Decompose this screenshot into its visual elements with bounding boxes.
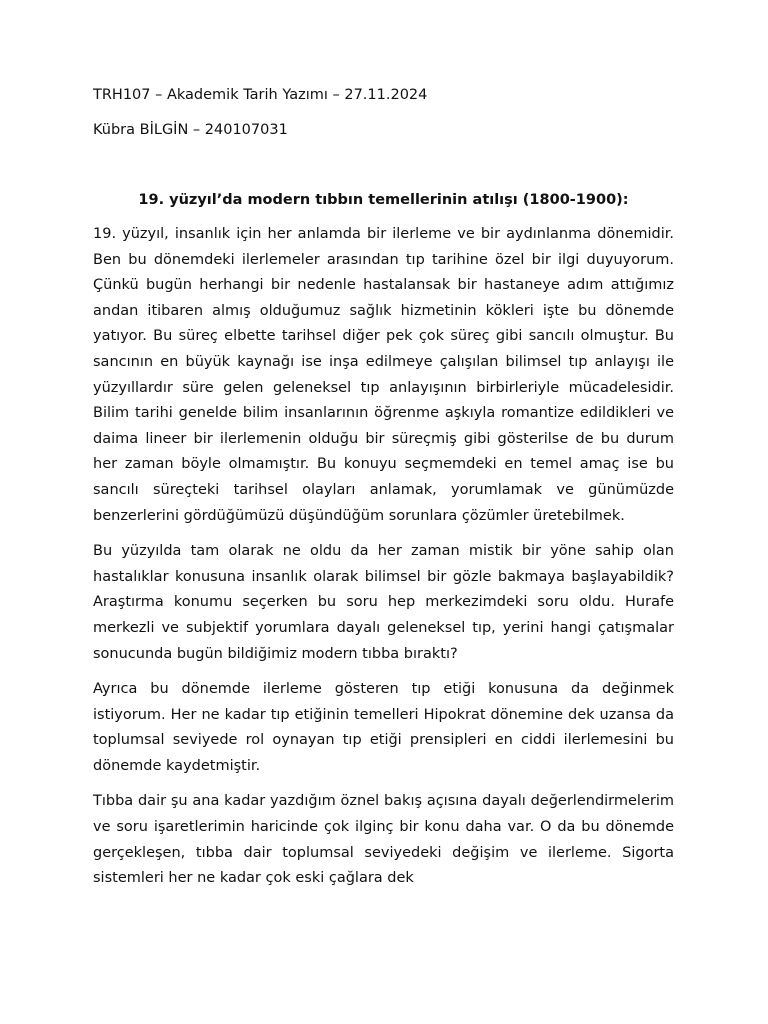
author-line: Kübra BİLGİN – 240107031	[93, 122, 288, 138]
paragraph-4: Tıbba dair şu ana kadar yazdığım öznel bakış açısına dayalı değerlendirmelerim ve soru işaretlerimin haricinde çok ilginç bir konu daha var. O da bu dönemde gerçekleşen, tıbba dair toplumsal seviyedeki değişim ve ilerleme. Sigorta sistemleri her ne kadar çok eski çağlara dek	[93, 793, 674, 887]
course-line: TRH107 – Akademik Tarih Yazımı – 27.11.2024	[93, 87, 428, 103]
paragraph-3: Ayrıca bu dönemde ilerleme gösteren tıp etiği konusuna da değinmek istiyorum. Her ne kadar tıp etiğinin temelleri Hipokrat dönemine dek uzansa da toplumsal seviyede rol oynayan tıp etiği prensipleri en ciddi ilerlemesini bu dönemde kaydetmiştir.	[93, 681, 674, 774]
paragraph-1: 19. yüzyıl, insanlık için her anlamda bir ilerleme ve bir aydınlanma dönemidir. Ben bu dönemdeki ilerlemeler arasından tıp tarihine özel bir ilgi duyuyorum. Çünkü bugün herhangi bir nedenle hastalansak bir hastaneye adım attığımız andan itibaren almış olduğumuz sağlık hizmetinin kökleri işte bu dönemde yatıyor. Bu süreç elbette tarihsel diğer pek çok süreç gibi sancılı olmuştur. Bu sancının en büyük kaynağı ise inşa edilmeye çalışılan bilimsel tıp anlayışı ile yüzyıllardır süre gelen geleneksel tıp anlayışının birbirleriyle mücadelesidir. Bilim tarihi genelde bilim insanlarının öğrenme aşkıyla romantize edildikleri ve daima lineer bir ilerlemenin olduğu bir süreçmiş gibi gösterilse de bu durum her zaman böyle olmamıştır. Bu konuyu seçmemdeki en temel amaç ise bu sancılı süreçteki tarihsel olayları anlamak, yorumlamak ve günümüzde benzerlerini gördüğümüzü düşündüğüm sorunlara çözümler üretebilmek.	[93, 226, 674, 524]
paragraph-2: Bu yüzyılda tam olarak ne oldu da her zaman mistik bir yöne sahip olan hastalıklar konusuna insanlık olarak bilimsel bir gözle bakmaya başlayabildik? Araştırma konumu seçerken bu soru hep merkezimdeki soru oldu. Hurafe merkezli ve subjektif yorumlara dayalı geleneksel tıp, yerini hangi çatışmalar sonucunda bugün bildiğimiz modern tıbba bıraktı?	[93, 543, 674, 662]
document-title: 19. yüzyıl’da modern tıbbın temellerinin atılışı (1800-1900):	[138, 192, 629, 208]
document-page	[93, 84, 674, 902]
